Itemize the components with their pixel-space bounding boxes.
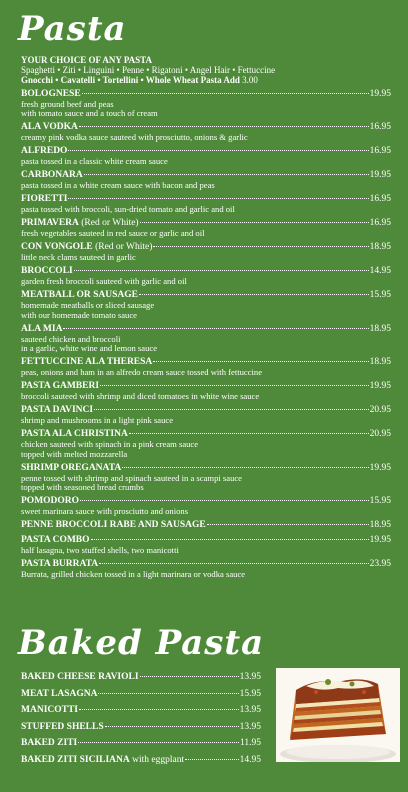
baked-menu-item-price: 13.95 (239, 705, 261, 716)
baked-menu-item (21, 738, 261, 749)
menu-item-description-line: half lasagna, two stuffed shells, two manicotti (21, 544, 179, 555)
menu-item-description (21, 474, 391, 493)
menu-item-name-text: CON VONGOLE (21, 242, 93, 253)
menu-item-description (21, 507, 391, 516)
menu-item-name (21, 520, 206, 531)
menu-item-description-line: in a garlic, white wine and lemon sauce (21, 343, 158, 354)
menu-item-description (21, 229, 391, 238)
pasta-menu-list (21, 89, 391, 583)
menu-item (21, 146, 391, 166)
menu-item-description-line: sauteed chicken and broccoli (21, 333, 121, 344)
dot-leader (91, 539, 369, 540)
menu-item (21, 122, 391, 142)
menu-item-name (21, 559, 98, 570)
menu-item-name-text: PASTA BURRATA (21, 558, 99, 569)
dot-leader (140, 222, 369, 223)
menu-item-name-note: (Red or White) (78, 218, 139, 229)
menu-item-price: 19.95 (369, 381, 391, 392)
menu-item (21, 324, 391, 354)
baked-menu-item (21, 705, 261, 716)
menu-item-name-text: BOLOGNESE (21, 89, 81, 99)
baked-menu-item-name-text: STUFFED SHELLS (21, 721, 104, 732)
baked-menu-item-name (21, 738, 77, 749)
menu-item-price: 19.95 (369, 462, 391, 473)
menu-item-name-text: ALA VODKA (21, 122, 78, 133)
menu-item-name (21, 463, 121, 474)
menu-item-description-line: with our homemade tomato sauce (21, 309, 137, 320)
menu-item-description-line: chicken sauteed with spinach in a pink cream sauce (21, 439, 199, 450)
baked-menu-item-name-text: BAKED CHEESE RAVIOLI (21, 672, 139, 682)
baked-menu-item-name (21, 672, 139, 683)
menu-item-row (21, 535, 391, 546)
menu-item-name-text: PENNE BROCCOLI RABE AND SAUSAGE (21, 520, 206, 531)
menu-item-price: 16.95 (369, 218, 391, 229)
menu-item-description-line: little neck clams sauteed in garlic (21, 252, 136, 263)
menu-item-description-line: topped with seasoned bread crumbs (21, 482, 144, 493)
menu-item (21, 559, 391, 579)
menu-item-description (21, 440, 391, 459)
menu-item-price: 18.95 (369, 242, 391, 253)
menu-item-price: 16.95 (369, 194, 391, 205)
baked-menu-item (21, 672, 261, 683)
baked-pasta-menu-list (21, 672, 261, 772)
baked-menu-item-name-text: BAKED ZITI (21, 738, 78, 749)
menu-item-description-line: pasta tossed in a classic white cream sauce (21, 156, 168, 167)
menu-item-price: 16.95 (369, 146, 391, 157)
pasta-choice-extra-text: Gnocchi • Cavatelli • Tortellini • Whole Wheat Pasta Add (21, 75, 240, 85)
menu-item-description (21, 301, 391, 320)
menu-item-name-text: PASTA DAVINCI (21, 405, 94, 416)
menu-item-name-text: MEATBALL OR SAUSAGE (21, 290, 139, 301)
menu-item-name-text: ALA MIA (21, 323, 63, 334)
dot-leader (63, 328, 368, 329)
menu-item-description (21, 546, 391, 555)
menu-item-price: 19.95 (369, 170, 391, 181)
menu-item-description-line: Burrata, grilled chicken tossed in a light marinara or vodka sauce (21, 568, 246, 579)
menu-item (21, 429, 391, 459)
menu-item-row (21, 463, 391, 474)
lasagna-photo-icon (276, 668, 400, 762)
dot-leader (79, 709, 239, 710)
pasta-choice-list-extra (21, 75, 391, 85)
menu-item (21, 405, 391, 425)
menu-item-description-line: peas, onions and ham in an alfredo cream sauce tossed with fettuccine (21, 367, 263, 378)
menu-item-name-text: ALFREDO (21, 146, 68, 157)
dot-leader (84, 174, 369, 175)
menu-item-name-text: PASTA COMBO (21, 534, 90, 545)
menu-item-description-line: pasta tossed with broccoli, sun-dried tomato and garlic and oil (21, 204, 235, 215)
menu-item (21, 218, 391, 238)
menu-item-description-line: creamy pink vodka sauce sauteed with prosciutto, onions & garlic (21, 132, 248, 143)
dot-leader (100, 385, 369, 386)
menu-item (21, 170, 391, 190)
menu-item-price: 23.95 (369, 558, 391, 569)
menu-item-price: 18.95 (369, 357, 391, 368)
baked-menu-item (21, 722, 261, 733)
dot-leader (122, 467, 368, 468)
baked-menu-item-price: 15.95 (239, 688, 261, 699)
menu-item (21, 520, 391, 531)
menu-item-name-text: PASTA ALA CHRISTINA (21, 429, 128, 440)
menu-item (21, 290, 391, 320)
menu-item (21, 357, 391, 377)
baked-menu-item-price: 14.95 (239, 754, 261, 765)
menu-item-description-line: fresh ground beef and peas (21, 99, 114, 109)
dot-leader (99, 563, 368, 564)
baked-menu-item-name (21, 705, 78, 716)
menu-item-description-line: homemade meatballs or sliced sausage (21, 300, 155, 311)
dot-leader (78, 742, 239, 743)
menu-item-price: 20.95 (369, 405, 391, 416)
dot-leader (94, 409, 369, 410)
menu-item-name-text: POMODORO (21, 496, 80, 507)
menu-item (21, 266, 391, 286)
baked-menu-item-price: 13.95 (239, 672, 261, 682)
menu-item-name-text: SHRIMP OREGANATA (21, 462, 122, 473)
menu-item-price: 15.95 (369, 290, 391, 301)
pasta-section-title: Pasta (18, 9, 127, 49)
menu-item-price: 20.95 (369, 429, 391, 440)
baked-menu-item-name-text: MEAT LASAGNA (21, 688, 98, 699)
menu-item-row (21, 559, 391, 570)
menu-item (21, 194, 391, 214)
dot-leader (185, 759, 239, 760)
menu-item-description (21, 157, 391, 166)
menu-item-description (21, 416, 391, 425)
dot-leader (207, 524, 369, 525)
menu-item-name-text: FIORETTI (21, 194, 68, 205)
menu-item-description (21, 253, 391, 262)
dot-leader (74, 270, 369, 271)
menu-item-name-text: PRIMAVERA (21, 218, 79, 229)
menu-item (21, 496, 391, 516)
baked-menu-item-price: 11.95 (239, 738, 261, 749)
menu-item-description-line: fresh vegetables sauteed in red sauce or garlic and oil (21, 228, 205, 239)
pasta-choice-block (21, 55, 391, 85)
baked-pasta-section-title: Baked Pasta (18, 623, 265, 663)
baked-menu-item (21, 755, 261, 766)
menu-item-description (21, 335, 391, 354)
menu-item (21, 89, 391, 119)
menu-item-description-line: shrimp and mushrooms in a light pink sauce (21, 415, 174, 426)
dot-leader (153, 246, 368, 247)
pasta-choice-heading: YOUR CHOICE OF ANY PASTA (21, 55, 153, 65)
menu-item-name (21, 535, 90, 546)
baked-menu-item-name-text: BAKED ZITI SICILIANA (21, 754, 130, 765)
menu-item-description-line: pasta tossed in a white cream sauce with bacon and peas (21, 180, 215, 191)
baked-menu-item-name (21, 722, 104, 733)
menu-item-description-line: with tomato sauce and a touch of cream (21, 108, 158, 119)
menu-item-description-line: garden fresh broccoli sauteed with garlic and oil (21, 276, 187, 287)
dot-leader (140, 676, 239, 677)
dot-leader (82, 93, 369, 94)
menu-item-price: 18.95 (369, 323, 391, 334)
menu-item-description (21, 277, 391, 286)
dot-leader (129, 433, 369, 434)
baked-menu-item-name (21, 755, 184, 766)
dot-leader (105, 726, 239, 727)
dot-leader (153, 361, 368, 362)
menu-item (21, 463, 391, 493)
menu-item-name-text: FETTUCCINE ALA THERESA (21, 357, 153, 368)
menu-item (21, 381, 391, 401)
menu-item-description-line: penne tossed with shrimp and spinach sauteed in a scampi sauce (21, 472, 242, 483)
menu-item-name-text: PASTA GAMBERI (21, 381, 100, 392)
menu-item-description (21, 100, 391, 119)
menu-item-description (21, 570, 391, 579)
dot-leader (139, 294, 369, 295)
menu-item-price: 18.95 (369, 520, 391, 531)
menu-item-price: 15.95 (369, 496, 391, 507)
dot-leader (68, 150, 368, 151)
pasta-choice-extra-price: 3.00 (242, 75, 258, 85)
menu-item (21, 535, 391, 555)
menu-item-description-line: topped with melted mozzarella (21, 448, 128, 459)
menu-item-description (21, 392, 391, 401)
menu-item-price: 19.95 (369, 534, 391, 545)
menu-item-description-line: broccoli sauteed with shrimp and diced tomatoes in white wine sauce (21, 391, 260, 402)
baked-menu-item-price: 13.95 (239, 721, 261, 732)
menu-item-price: 19.95 (369, 89, 391, 99)
menu-item-description (21, 133, 391, 142)
menu-item-description (21, 205, 391, 214)
menu-item-row (21, 520, 391, 531)
menu-item-name-text: CARBONARA (21, 170, 83, 181)
menu-item-name-text: BROCCOLI (21, 266, 73, 277)
dot-leader (68, 198, 368, 199)
menu-item-description-line: sweet marinara sauce with prosciutto and onions (21, 506, 189, 517)
menu-item-name-note: (Red or White) (92, 242, 153, 253)
dot-leader (80, 500, 369, 501)
menu-item-description (21, 368, 391, 377)
lasagna-photo (276, 668, 400, 762)
menu-item-description (21, 181, 391, 190)
menu-item (21, 242, 391, 262)
dot-leader (98, 693, 238, 694)
baked-menu-item-name (21, 689, 97, 700)
baked-menu-item-name-note: with eggplant (129, 754, 185, 765)
baked-menu-item-name-text: MANICOTTI (21, 705, 79, 716)
dot-leader (79, 126, 369, 127)
pasta-choice-list: Spaghetti • Ziti • Linguini • Penne • Rigatoni • Angel Hair • Fettuccine (21, 65, 276, 75)
baked-menu-item (21, 689, 261, 700)
menu-item-price: 16.95 (369, 122, 391, 133)
menu-item-price: 14.95 (369, 266, 391, 277)
